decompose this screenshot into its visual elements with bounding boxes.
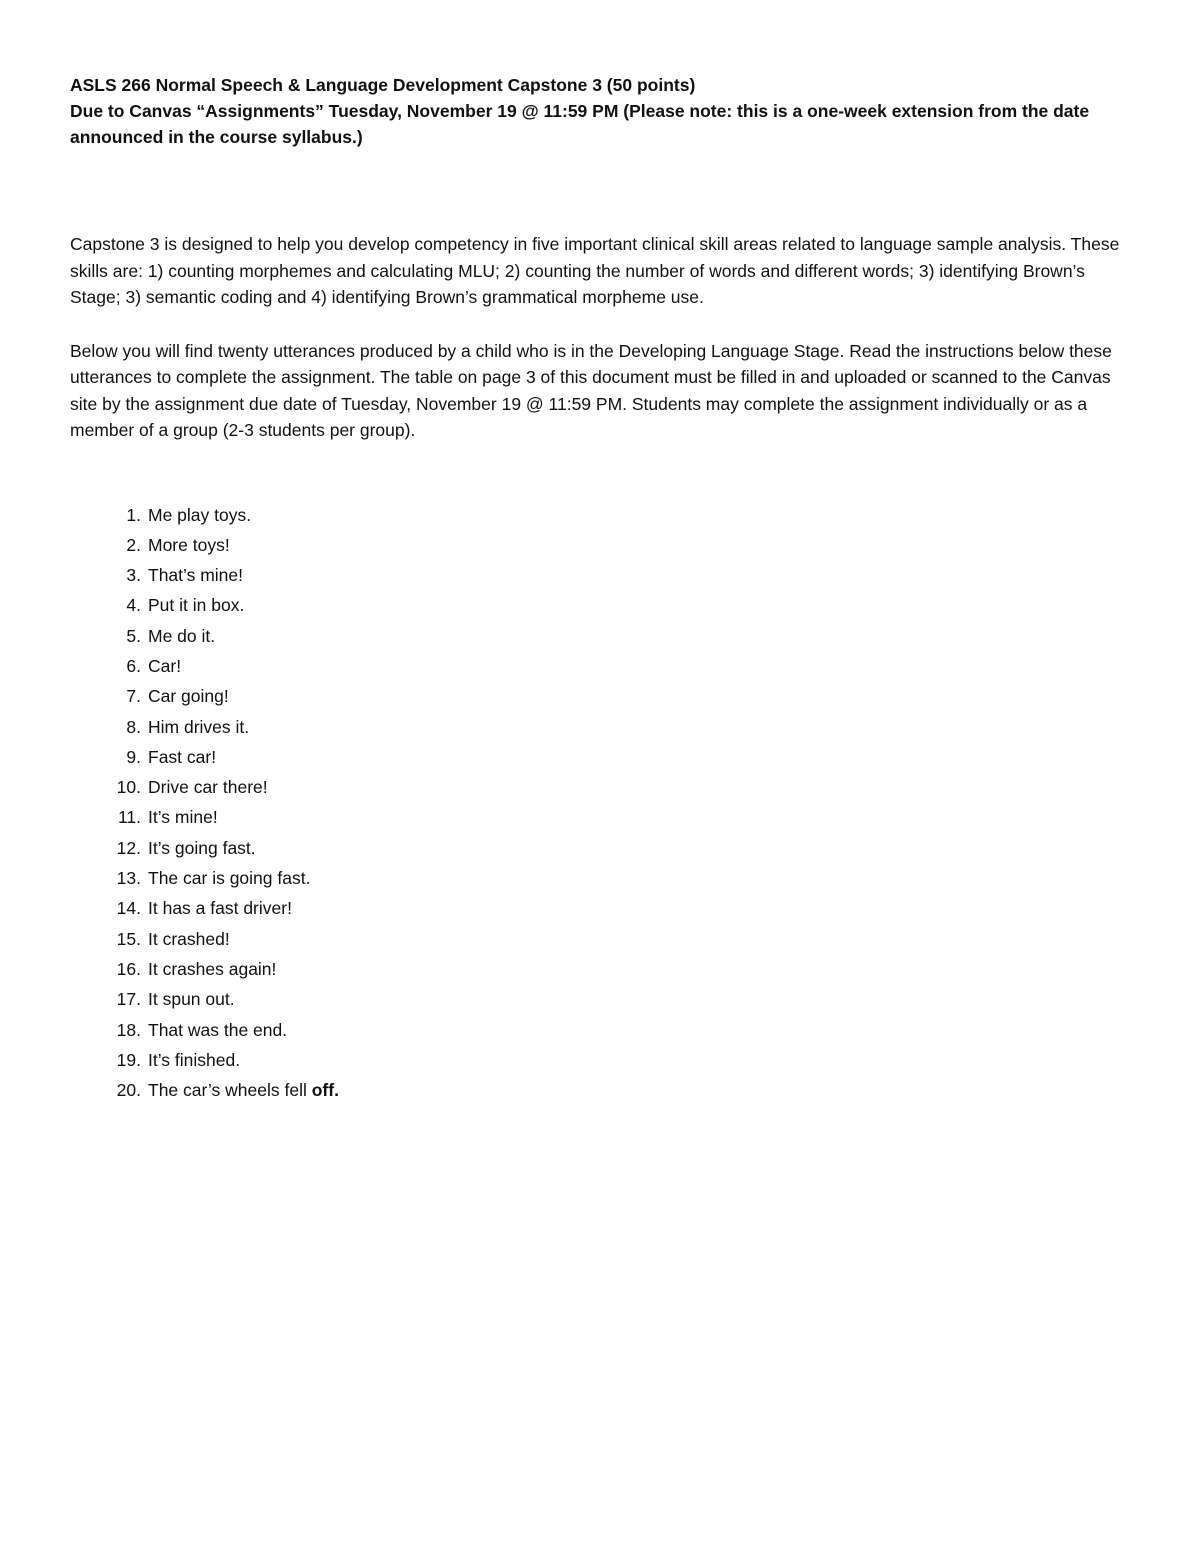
utterance-number: 16. [116,958,141,979]
utterance-item [70,924,1134,954]
utterance-text: The car’s wheels fell off. [148,1080,339,1101]
utterance-text: Drive car there! [148,777,268,798]
utterance-text: It’s mine! [148,807,218,828]
utterance-number: 15. [116,928,141,949]
due-date-line: Due to Canvas “Assignments” Tuesday, November 19 @ 11:59 PM (Please note: this is a one-week extension from the date announced in the course syllabus.) [70,101,1090,147]
utterance-number: 12. [116,837,141,858]
utterance-number: 1. [126,504,141,525]
utterance-text: It’s finished. [148,1049,241,1070]
utterance-text: Car going! [148,686,229,707]
utterance-number: 8. [126,716,141,737]
utterance-number: 19. [116,1049,141,1070]
utterance-item [70,1075,1134,1105]
intro-paragraph: Capstone 3 is designed to help you develop competency in five important clinical skill areas related to language sample analysis. These skills are: 1) counting morphemes and calculating MLU; 2) counting the number of words and different words; 3) identifying Brown’s Stage; 3) semantic coding and 4) identifying Brown’s grammatical morpheme use. [70,234,1120,307]
utterance-item [70,984,1134,1014]
utterance-number: 9. [126,746,141,767]
utterance-text: It’s going fast. [148,837,256,858]
utterance-text: Me play toys. [148,504,252,525]
utterance-number: 3. [126,565,141,586]
utterance-number: 14. [116,898,141,919]
utterance-text: It crashes again! [148,958,277,979]
utterance-text: It crashed! [148,928,230,949]
utterance-number: 10. [116,777,141,798]
utterance-text: That’s mine! [148,565,243,586]
utterance-number: 2. [126,534,141,555]
utterance-text: Put it in box. [148,595,245,616]
utterance-item [70,802,1134,832]
utterance-item [70,1045,1134,1075]
utterance-number: 17. [116,989,141,1010]
utterance-text: Car! [148,655,182,676]
utterance-number: 6. [126,655,141,676]
utterance-text: It spun out. [148,989,235,1010]
utterance-text: Me do it. [148,625,216,646]
utterance-item [70,954,1134,984]
utterance-item [70,863,1134,893]
document-title: ASLS 266 Normal Speech & Language Development Capstone 3 (50 points) [70,75,696,95]
document-page [70,72,1134,1105]
utterance-item [70,530,1134,560]
utterance-list [70,500,1134,1106]
utterance-item [70,742,1134,772]
utterance-item [70,590,1134,620]
utterance-text-bold: off. [311,1080,339,1101]
utterance-text: That was the end. [148,1019,288,1040]
utterance-item [70,651,1134,681]
utterance-text: The car is going fast. [148,868,311,889]
utterance-item [70,621,1134,651]
utterance-item [70,712,1134,742]
utterance-number: 11. [117,807,141,828]
utterance-item [70,833,1134,863]
utterance-text: Fast car! [148,746,217,767]
utterance-item [70,772,1134,802]
utterance-item [70,893,1134,923]
utterance-number: 20. [116,1080,141,1101]
utterance-item [70,1015,1134,1045]
utterance-number: 18. [116,1019,141,1040]
utterance-item [70,500,1134,530]
utterance-number: 7. [126,686,141,707]
utterance-item [70,681,1134,711]
utterance-item [70,560,1134,590]
utterance-number: 4. [126,595,141,616]
utterance-number: 5. [126,625,141,646]
utterance-text: Him drives it. [148,716,250,737]
utterance-text: More toys! [148,534,230,555]
instructions-paragraph: Below you will find twenty utterances produced by a child who is in the Developing Language Stage. Read the instructions below these utterances to complete the assignment. The table on page 3 of this document must be filled in and uploaded or scanned to the Canvas site by the assignment due date of Tuesday, November 19 @ 11:59 PM. Students may complete the assignment individually or as a member of a group (2-3 students per group). [70,340,1112,440]
utterance-number: 13. [116,868,141,889]
utterance-text: It has a fast driver! [148,898,292,919]
